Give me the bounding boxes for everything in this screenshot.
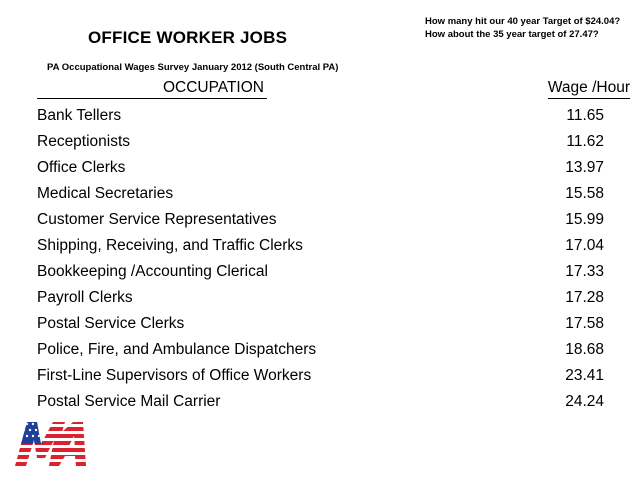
occupation-cell: Customer Service Representatives (37, 211, 277, 228)
wage-cell: 11.65 (566, 107, 604, 124)
table-row (37, 103, 604, 129)
table-row (37, 181, 604, 207)
occupation-cell: Payroll Clerks (37, 289, 133, 306)
occupation-cell: Bank Tellers (37, 107, 122, 124)
occupation-cell: Postal Service Mail Carrier (37, 393, 221, 410)
occupation-cell: Medical Secretaries (37, 185, 174, 202)
occupation-cell: Office Clerks (37, 159, 126, 176)
occupation-cell: Police, Fire, and Ambulance Dispatchers (37, 341, 317, 358)
wage-cell: 13.97 (565, 159, 604, 176)
wage-cell: 15.58 (565, 185, 604, 202)
table-header (37, 78, 630, 100)
occupation-column-header: OCCUPATION (37, 78, 267, 99)
table-row (37, 155, 604, 181)
table-row (37, 389, 604, 415)
occupation-cell: Shipping, Receiving, and Traffic Clerks (37, 237, 303, 254)
table-row (37, 337, 604, 363)
wage-column-header: Wage /Hour (548, 78, 630, 99)
page-subtitle: PA Occupational Wages Survey January 2012 (South Central PA) (47, 62, 339, 73)
occupation-cell: Receptionists (37, 133, 131, 150)
wage-cell: 15.99 (565, 211, 604, 228)
table-row (37, 363, 604, 389)
occupation-cell: Postal Service Clerks (37, 315, 185, 332)
table-row (37, 129, 604, 155)
table-row (37, 233, 604, 259)
occupation-cell: First-Line Supervisors of Office Workers (37, 367, 312, 384)
target-questions (425, 15, 620, 41)
striped-ma-logo-icon (13, 418, 88, 468)
wage-cell: 17.04 (565, 237, 604, 254)
wage-cell: 17.33 (565, 263, 604, 280)
table-row (37, 207, 604, 233)
wage-cell: 18.68 (565, 341, 604, 358)
wage-cell: 11.62 (566, 133, 604, 150)
table-row (37, 259, 604, 285)
wage-cell: 23.41 (565, 367, 604, 384)
table-row (37, 285, 604, 311)
table-row (37, 311, 604, 337)
wage-cell: 17.58 (565, 315, 604, 332)
page-title: OFFICE WORKER JOBS (88, 28, 288, 47)
wage-table (37, 103, 604, 415)
question-40-year: How many hit our 40 year Target of $24.04? (425, 16, 621, 27)
question-35-year: How about the 35 year target of 27.47? (425, 29, 599, 40)
occupation-cell: Bookkeeping /Accounting Clerical (37, 263, 268, 280)
wage-cell: 24.24 (565, 393, 604, 410)
wage-cell: 17.28 (565, 289, 604, 306)
